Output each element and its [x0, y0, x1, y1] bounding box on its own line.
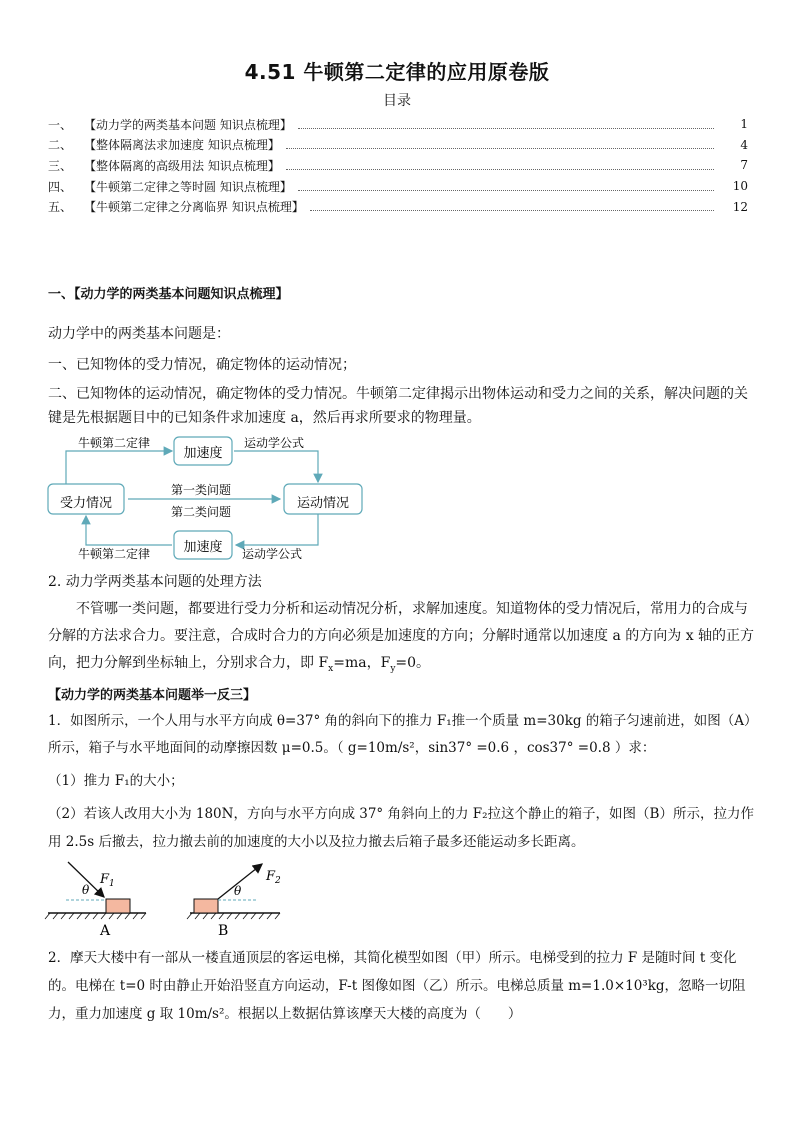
- paragraph: 二、已知物体的运动情况，确定物体的受力情况。牛顿第二定律揭示出物体运动和受力之间的关系，解决问题的关键是先根据题目中的已知条件求加速度 a，然后再求所要求的物理量。: [48, 386, 748, 426]
- toc-leader: [298, 120, 714, 129]
- figure-a: [45, 862, 146, 939]
- paragraph: 动力学中的两类基本问题是：: [48, 326, 230, 342]
- toc-item-page: 7: [740, 158, 748, 173]
- second-type-problem: 第二类问题: [170, 505, 232, 519]
- toc-item-label: 【牛顿第二定律之等时圆 知识点梳理】: [84, 179, 292, 194]
- toc-item[interactable]: [48, 155, 748, 176]
- method-text-mid: =ma，F: [333, 655, 391, 671]
- toc-item-number: 五、: [48, 200, 73, 215]
- toc-item-page: 1: [740, 117, 748, 132]
- first-type-problem: 第一类问题: [170, 483, 232, 497]
- examples-heading: 【动力学的两类基本问题举一反三】: [48, 688, 257, 703]
- arrow: [234, 451, 318, 482]
- toc-item-label: 【牛顿第二定律之分离临界 知识点梳理】: [84, 200, 304, 215]
- newton-second-law-bottom: 牛顿第二定律: [78, 547, 151, 561]
- force-box-label: 受力情况: [59, 496, 113, 511]
- toc-item-number: 三、: [48, 158, 73, 173]
- page-title: 4.51 牛顿第二定律的应用原卷版: [244, 60, 550, 84]
- force-label: $F_1$: [100, 872, 115, 889]
- box-b: [194, 899, 218, 913]
- angle-label: θ: [234, 884, 242, 898]
- toc-item-page: 12: [732, 199, 748, 214]
- toc-item-label: 【整体隔离法求加速度 知识点梳理】: [84, 138, 280, 153]
- arrow: [86, 516, 172, 545]
- section-heading: 一、【动力学的两类基本问题知识点梳理】: [48, 287, 289, 302]
- force-label: $F_2$: [266, 869, 281, 886]
- dynamics-flow-diagram: [46, 434, 366, 569]
- box-a: [106, 899, 130, 913]
- newton-second-law-top: 牛顿第二定律: [78, 436, 151, 450]
- toc-leader: [298, 182, 714, 191]
- motion-box-label: 运动情况: [296, 496, 350, 511]
- method-text: 不管哪一类问题，都要进行受力分析和运动情况分析，求解加速度。知道物体的受力情况后，常用力的合成与分解的方法求合力。要注意，合成时合力的方向必须是加速度的方向；分解时通常以加速度 a 的方向为 x 轴的正方向，把力分解到坐标轴上，分别求合力，即 F: [48, 601, 755, 671]
- toc-item-number: 二、: [48, 138, 73, 153]
- toc-item-number: 一、: [48, 117, 73, 132]
- toc-item-label: 【动力学的两类基本问题 知识点梳理】: [84, 117, 292, 132]
- toc-leader: [310, 202, 714, 211]
- toc-heading: 目录: [383, 93, 411, 109]
- table-of-contents: [48, 114, 748, 217]
- subsection-heading: 2. 动力学两类基本问题的处理方法: [48, 574, 262, 590]
- figure-label-a: A: [100, 923, 111, 939]
- subscript-y: y: [390, 663, 396, 674]
- question-1: 1．如图所示，一个人用与水平方向成 θ=37° 角的斜向下的推力 F₁推一个质量 m=30kg 的箱子匀速前进，如图（A）所示，箱子与水平地面间的动摩擦因数 μ=0.5。（ g=10m/s²，sin37° =0.6 ，cos37° =0.8 ）求：: [48, 713, 758, 756]
- toc-item-page: 10: [732, 179, 748, 194]
- arrow: [66, 451, 172, 484]
- paragraph: [48, 596, 758, 683]
- toc-item[interactable]: [48, 196, 748, 217]
- figure-b: [187, 864, 281, 939]
- question-2: 2．摩天大楼中有一部从一楼直通顶层的客运电梯，其简化模型如图（甲）所示。电梯受到的拉力 F 是随时间 t 变化的。电梯在 t=0 时由静止开始沿竖直方向运动，F-t 图像如图（乙）所示。电梯总质量 m=1.0×10³kg，忽略一切阻力，重力加速度 g 取 10m/s²。根据以上数据估算该摩天大楼的高度为（ ）: [48, 950, 746, 1022]
- arrow: [236, 514, 318, 545]
- angle-label: θ: [82, 883, 90, 897]
- toc-item[interactable]: [48, 135, 748, 156]
- toc-item[interactable]: [48, 176, 748, 197]
- acceleration-bottom-label: 加速度: [183, 540, 223, 555]
- question-1-part-2: （2）若该人改用大小为 180N，方向与水平方向成 37° 角斜向上的力 F₂拉这个静止的箱子，如图（B）所示，拉力作用 2.5s 后撤去，拉力撤去前的加速度的大小以及拉力撤去后箱子最多还能运动多长距离。: [48, 806, 754, 850]
- toc-item-number: 四、: [48, 179, 73, 194]
- paragraph: 一、已知物体的受力情况，确定物体的运动情况；: [48, 357, 356, 373]
- toc-item-page: 4: [740, 137, 748, 152]
- figure-label-b: B: [218, 923, 229, 939]
- acceleration-top-label: 加速度: [183, 446, 223, 461]
- question-1-part-1: （1）推力 F₁的大小；: [48, 773, 184, 789]
- method-text-end: =0。: [395, 655, 431, 671]
- toc-item[interactable]: [48, 114, 748, 135]
- toc-item-label: 【整体隔离的高级用法 知识点梳理】: [84, 158, 280, 173]
- kinematics-formula-bottom: 运动学公式: [242, 547, 303, 561]
- toc-leader: [286, 140, 714, 149]
- toc-leader: [286, 161, 714, 170]
- box-force-figures: [44, 860, 284, 940]
- subscript-x: x: [328, 663, 334, 674]
- kinematics-formula-top: 运动学公式: [244, 436, 305, 450]
